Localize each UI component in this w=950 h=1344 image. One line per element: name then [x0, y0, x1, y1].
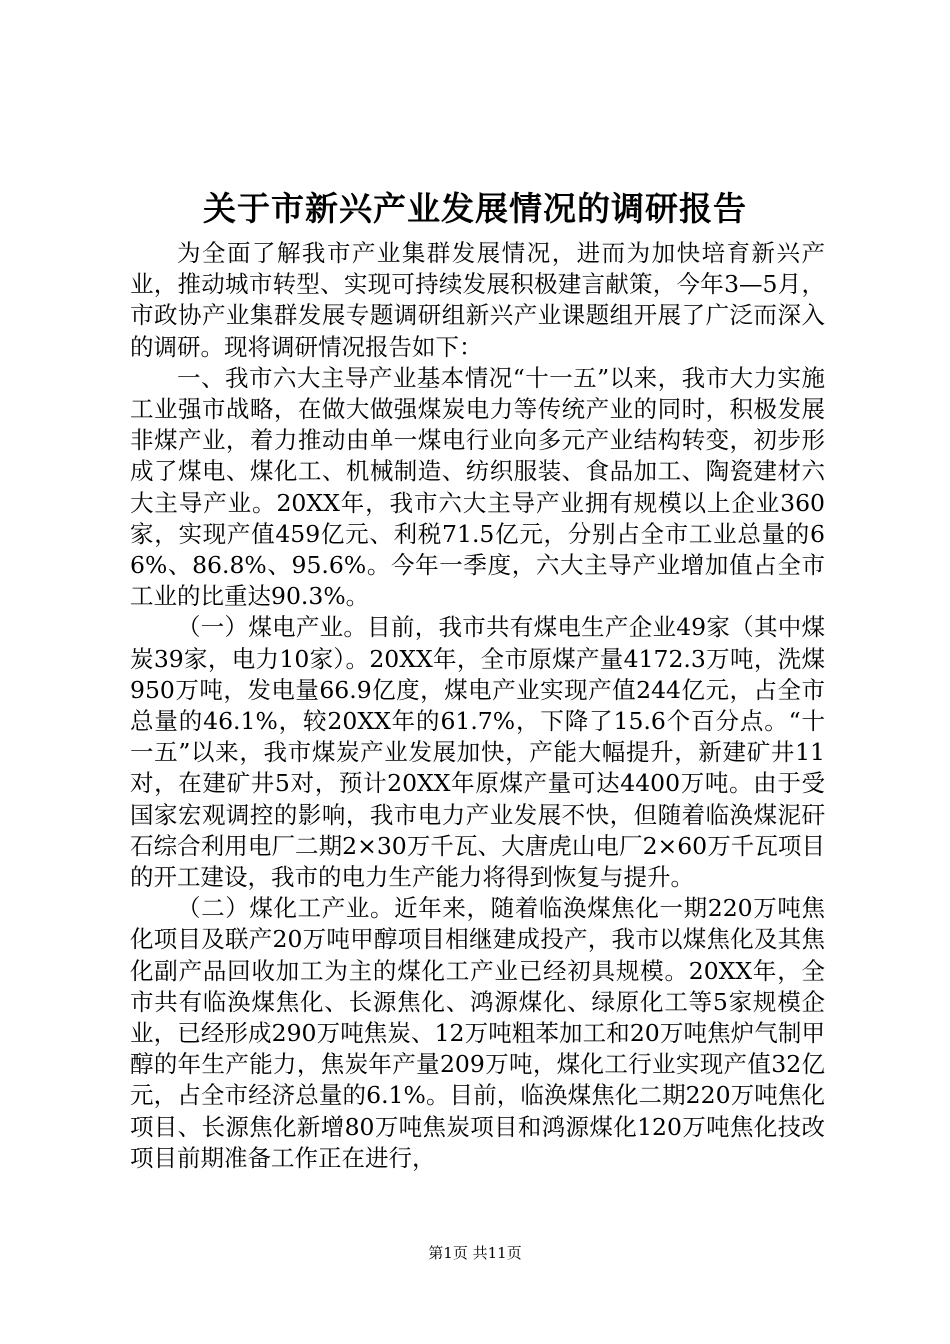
document-body	[130, 238, 825, 1174]
paragraph-section-one: 一、我市六大主导产业基本情况“十一五”以来，我市大力实施工业强市战略，在做大做强煤炭电力等传统产业的同时，积极发展非煤产业，着力推动由单一煤电行业向多元产业结构转变，初步形成了煤电、煤化工、机械制造、纺织服装、食品加工、陶瓷建材六大主导产业。20XX年，我市六大主导产业拥有规模以上企业360家，实现产值459亿元、利税71.5亿元，分别占全市工业总量的66%、86.8%、95.6%。今年一季度，六大主导产业增加值占全市工业的比重达90.3%。	[130, 363, 825, 611]
page-number-footer: 第1页 共11页	[428, 1244, 522, 1262]
paragraph-coal-chemical: （二）煤化工产业。近年来，随着临涣煤焦化一期220万吨焦化项目及联产20万吨甲醇项目相继建成投产，我市以煤焦化及其焦化副产品回收加工为主的煤化工产业已经初具规模。20XX年，全市共有临涣煤焦化、长源焦化、鸿源煤化、绿原化工等5家规模企业，已经形成290万吨焦炭、12万吨粗苯加工和20万吨焦炉气制甲醇的年生产能力，焦炭年产量209万吨，煤化工行业实现产值32亿元，占全市经济总量的6.1%。目前，临涣煤焦化二期220万吨焦化项目、长源焦化新增80万吨焦炭项目和鸿源煤化120万吨焦化技改项目前期准备工作正在进行，	[130, 894, 825, 1172]
paragraph-coal-power: （一）煤电产业。目前，我市共有煤电生产企业49家（其中煤炭39家，电力10家）。20XX年，全市原煤产量4172.3万吨，洗煤950万吨，发电量66.9亿度，煤电产业实现产值244亿元，占全市总量的46.1%，较20XX年的61.7%，下降了15.6个百分点。“十一五”以来，我市煤炭产业发展加快，产能大幅提升，新建矿井11对，在建矿井5对，预计20XX年原煤产量可达4400万吨。由于受国家宏观调控的影响，我市电力产业发展不快，但随着临涣煤泥矸石综合利用电厂二期2×30万千瓦、大唐虎山电厂2×60万千瓦项目的开工建设，我市的电力生产能力将得到恢复与提升。	[130, 613, 825, 892]
paragraph-intro: 为全面了解我市产业集群发展情况，进而为加快培育新兴产业，推动城市转型、实现可持续发展积极建言献策，今年3—5月，市政协产业集群发展专题调研组新兴产业课题组开展了广泛而深入的调研。现将调研情况报告如下：	[130, 239, 825, 361]
document-title: 关于市新兴产业发展情况的调研报告	[203, 189, 747, 228]
